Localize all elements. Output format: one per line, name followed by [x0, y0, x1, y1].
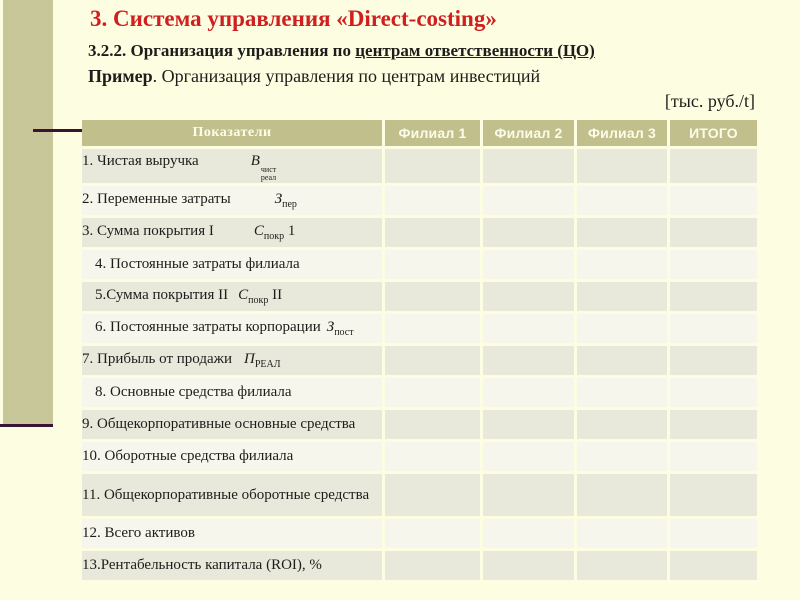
- example-bold-word: Пример: [88, 66, 153, 86]
- value-cell-total: [670, 551, 757, 580]
- value-cell-filial-2: [483, 378, 574, 407]
- formula-subscript: покр: [248, 295, 269, 307]
- table-row: [82, 282, 757, 311]
- row-label-cell: [82, 314, 382, 343]
- value-cell-filial-2: [483, 551, 574, 580]
- row-label: 7. Прибыль от продажи: [82, 351, 233, 368]
- row-formula: [326, 319, 354, 339]
- row-label: 9. Общекорпоративные основные средства: [82, 416, 356, 433]
- value-cell-filial-2: [483, 186, 574, 215]
- row-label: 8. Основные средства филиала: [95, 384, 292, 401]
- value-cell-filial-1: [385, 149, 480, 183]
- value-cell-filial-3: [577, 551, 667, 580]
- example-line: [88, 66, 540, 87]
- row-label-cell: [82, 250, 382, 279]
- value-cell-filial-2: [483, 250, 574, 279]
- value-cell-total: [670, 519, 757, 548]
- value-cell-filial-1: [385, 346, 480, 375]
- row-label-cell: [82, 519, 382, 548]
- formula-base: С: [238, 287, 249, 304]
- row-label-cell: [82, 149, 382, 183]
- value-cell-total: [670, 474, 757, 516]
- row-label-cell: [82, 282, 382, 311]
- table-row: [82, 186, 757, 215]
- value-cell-filial-1: [385, 314, 480, 343]
- row-label: 13.Рентабельность капитала (ROI), %: [82, 557, 322, 574]
- row-label-cell: [82, 186, 382, 215]
- formula-subscript: пост: [334, 327, 354, 339]
- value-cell-filial-1: [385, 442, 480, 471]
- value-cell-filial-1: [385, 250, 480, 279]
- formula-subscript: пер: [282, 199, 297, 211]
- accent-line-top: [33, 129, 82, 132]
- row-label: 10. Оборотные средства филиала: [82, 448, 294, 465]
- table-header-row: [82, 120, 757, 146]
- row-label: 4. Постоянные затраты филиала: [95, 256, 300, 273]
- row-label-cell: [82, 551, 382, 580]
- row-label-cell: [82, 218, 382, 247]
- sidebar-decoration-bar: [3, 0, 53, 426]
- value-cell-total: [670, 149, 757, 183]
- value-cell-filial-3: [577, 346, 667, 375]
- formula-after: II: [268, 287, 283, 304]
- value-cell-filial-2: [483, 149, 574, 183]
- row-label: 11. Общекорпоративные оборотные средства: [82, 486, 370, 503]
- value-cell-total: [670, 410, 757, 439]
- value-cell-filial-2: [483, 218, 574, 247]
- formula-stack: [261, 166, 276, 182]
- value-cell-filial-3: [577, 474, 667, 516]
- subtitle-underlined-text: центрам ответственности (ЦО): [355, 41, 595, 60]
- value-cell-filial-3: [577, 282, 667, 311]
- formula-subscript: РЕАЛ: [254, 359, 281, 371]
- value-cell-total: [670, 186, 757, 215]
- table-row: [82, 519, 757, 548]
- col-header-filial-3: Филиал 3: [577, 120, 667, 146]
- subtitle-prefix: 3.2.2. Организация управления по: [88, 41, 356, 60]
- row-label: 3. Сумма покрытия I: [82, 223, 214, 240]
- value-cell-total: [670, 314, 757, 343]
- table-row: [82, 346, 757, 375]
- row-label: 6. Постоянные затраты корпорации: [95, 319, 321, 336]
- value-cell-filial-2: [483, 346, 574, 375]
- row-formula: [250, 152, 277, 182]
- value-cell-filial-3: [577, 442, 667, 471]
- table-row: [82, 218, 757, 247]
- formula-after: 1: [284, 223, 296, 240]
- formula-base: З: [274, 191, 283, 208]
- col-header-indicators: Показатели: [82, 120, 382, 146]
- value-cell-total: [670, 218, 757, 247]
- table-row: [82, 410, 757, 439]
- table-row: [82, 474, 757, 516]
- value-cell-total: [670, 442, 757, 471]
- formula-base: С: [253, 223, 264, 240]
- value-cell-filial-3: [577, 149, 667, 183]
- slide-subtitle: [88, 41, 595, 61]
- row-label-cell: [82, 474, 382, 516]
- row-label: 1. Чистая выручка: [82, 152, 199, 169]
- formula-base: З: [326, 319, 335, 336]
- table-row: [82, 314, 757, 343]
- value-cell-total: [670, 250, 757, 279]
- example-rest-text: . Организация управления по центрам инвестиций: [152, 66, 541, 86]
- value-cell-filial-1: [385, 474, 480, 516]
- row-formula: [244, 351, 281, 371]
- row-formula: [253, 223, 296, 243]
- row-formula: [274, 191, 297, 211]
- formula-subscript-stacked: реал: [260, 172, 277, 182]
- row-label: 2. Переменные затраты: [82, 191, 231, 208]
- value-cell-total: [670, 346, 757, 375]
- value-cell-filial-3: [577, 378, 667, 407]
- value-cell-filial-2: [483, 314, 574, 343]
- value-cell-total: [670, 282, 757, 311]
- value-cell-filial-3: [577, 314, 667, 343]
- row-label-cell: [82, 346, 382, 375]
- value-cell-filial-3: [577, 250, 667, 279]
- value-cell-filial-2: [483, 410, 574, 439]
- slide-title: 3. Система управления «Direct-costing»: [90, 6, 497, 31]
- table-row: [82, 442, 757, 471]
- formula-base: В: [250, 152, 260, 169]
- table-row: [82, 250, 757, 279]
- value-cell-filial-3: [577, 186, 667, 215]
- value-cell-total: [670, 378, 757, 407]
- table-body: [82, 149, 757, 580]
- value-cell-filial-1: [385, 410, 480, 439]
- value-cell-filial-2: [483, 474, 574, 516]
- table-row: [82, 551, 757, 580]
- value-cell-filial-2: [483, 282, 574, 311]
- formula-superscript: чист: [260, 164, 277, 174]
- accent-line-bottom: [0, 424, 53, 427]
- col-header-filial-2: Филиал 2: [483, 120, 574, 146]
- row-label-cell: [82, 378, 382, 407]
- col-header-filial-1: Филиал 1: [385, 120, 480, 146]
- row-label: 5.Сумма покрытия II: [95, 287, 229, 304]
- value-cell-filial-3: [577, 410, 667, 439]
- value-cell-filial-1: [385, 378, 480, 407]
- formula-base: П: [244, 351, 255, 368]
- table-row: [82, 149, 757, 183]
- row-formula: [238, 287, 283, 307]
- direct-costing-table: [79, 117, 760, 583]
- row-label-cell: [82, 442, 382, 471]
- value-cell-filial-1: [385, 551, 480, 580]
- value-cell-filial-1: [385, 282, 480, 311]
- formula-subscript: покр: [263, 231, 285, 243]
- value-cell-filial-2: [483, 442, 574, 471]
- value-cell-filial-1: [385, 218, 480, 247]
- value-cell-filial-1: [385, 186, 480, 215]
- value-cell-filial-1: [385, 519, 480, 548]
- value-cell-filial-2: [483, 519, 574, 548]
- value-cell-filial-3: [577, 519, 667, 548]
- row-label-cell: [82, 410, 382, 439]
- row-label: 12. Всего активов: [82, 525, 195, 542]
- col-header-total: ИТОГО: [670, 120, 757, 146]
- table-row: [82, 378, 757, 407]
- value-cell-filial-3: [577, 218, 667, 247]
- unit-label: [тыс. руб./t]: [664, 91, 755, 111]
